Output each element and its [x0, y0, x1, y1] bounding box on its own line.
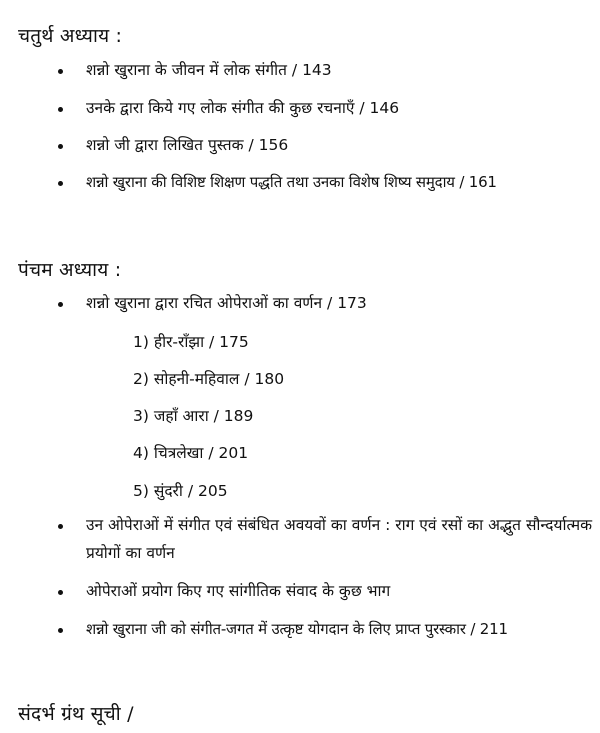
list-item-text: शन्नो खुराना जी को संगीत-जगत में उत्कृष्ट योगदान के लिए प्राप्त पुरस्कार / 211 [86, 620, 508, 638]
list-item [58, 577, 592, 605]
bullet-icon [58, 107, 63, 112]
list-item [58, 131, 592, 159]
opera-item [133, 479, 228, 501]
opera-item [133, 404, 253, 426]
list-item [58, 511, 592, 569]
opera-item-text: 5) सुंदरी / 205 [133, 482, 228, 500]
list-item [58, 168, 592, 196]
opera-item-text: 1) हीर-राँझा / 175 [133, 333, 249, 351]
list-item-text: उन ओपेराओं में संगीत एवं संबंधित अवयवों का वर्णन : राग एवं रसों का अद्भुत सौन्दर्यात्मक प्रयोगों का वर्णन [86, 516, 592, 562]
bullet-icon [58, 628, 63, 633]
bullet-icon [58, 524, 63, 529]
list-item [58, 289, 592, 317]
bullet-icon [58, 144, 63, 149]
list-item-text: शन्नो खुराना के जीवन में लोक संगीत / 143 [86, 61, 332, 79]
bullet-icon [58, 181, 63, 186]
opera-item [133, 330, 249, 352]
opera-item-text: 4) चित्रलेखा / 201 [133, 444, 249, 462]
list-item-text: शन्नो खुराना द्वारा रचित ओपेराओं का वर्णन / 173 [86, 294, 367, 312]
chapter4-heading: चतुर्थ अध्याय : [18, 25, 123, 47]
bullet-icon [58, 302, 63, 307]
list-item-text: ओपेराओं प्रयोग किए गए सांगीतिक संवाद के कुछ भाग [86, 582, 391, 600]
chapter5-heading: पंचम अध्याय : [18, 259, 122, 281]
opera-item-text: 3) जहाँ आरा / 189 [133, 407, 254, 425]
opera-item [133, 367, 284, 389]
list-item-text: उनके द्वारा किये गए लोक संगीत की कुछ रचनाएँ / 146 [86, 99, 400, 117]
list-item [58, 94, 592, 122]
list-item [58, 615, 592, 643]
opera-item-text: 2) सोहनी-महिवाल / 180 [133, 370, 285, 388]
bibliography-heading: संदर्भ ग्रंथ सूची / [18, 703, 134, 725]
opera-item [133, 441, 248, 463]
bullet-icon [58, 590, 63, 595]
list-item-text: शन्नो खुराना की विशिष्ट शिक्षण पद्धति तथा उनका विशेष शिष्य समुदाय / 161 [86, 173, 497, 191]
list-item-text: शन्नो जी द्वारा लिखित पुस्तक / 156 [86, 136, 289, 154]
list-item [58, 56, 592, 84]
bullet-icon [58, 69, 63, 74]
